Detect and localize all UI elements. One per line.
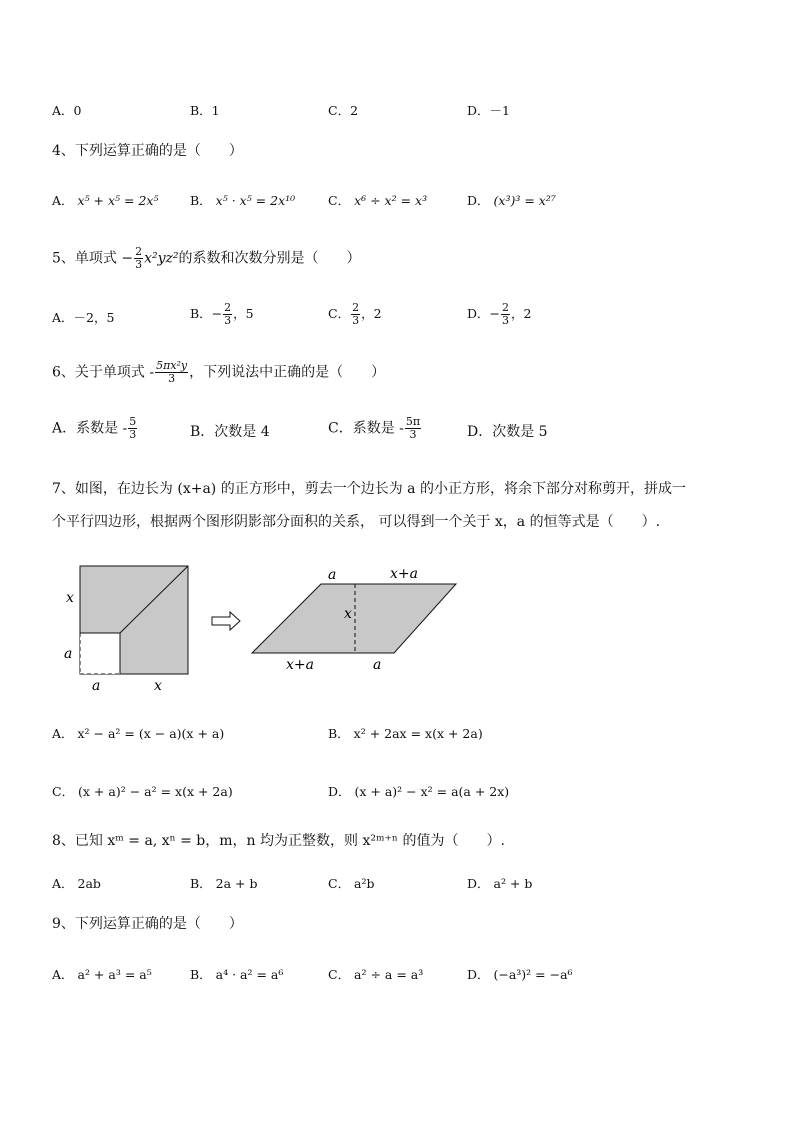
q5-b-fraction: $\frac{2}{3}$ (224, 301, 232, 327)
transform-arrow-icon (212, 612, 240, 630)
q6-stem-pre: 6、关于单项式 - (52, 364, 155, 381)
q3-option-d: D．－1 (467, 103, 510, 118)
q9-option-d: D． (−a³)² = −a⁶ (467, 967, 573, 982)
square-label-x-left: x (66, 590, 74, 606)
q4-option-c (328, 192, 427, 210)
removed-small-square (80, 633, 120, 674)
parallelogram-label-a-bottom: a (373, 657, 382, 673)
q6-option-a: A．系数是 - $\frac{5}{3}$ (52, 415, 137, 441)
q4-option-d (467, 192, 556, 210)
q3-option-c: C．2 (328, 103, 359, 118)
q4-d-expr: (x³)³ = x²⁷ (493, 193, 556, 208)
square-label-a-bottom: a (92, 678, 101, 694)
q6-c-fraction: $\frac{5\pi}{3}$ (405, 415, 421, 441)
q5-option-c: C． $\frac{2}{3}$ ，2 (328, 301, 382, 327)
q7-stem-line1: 7、如图，在边长为 (x+a) 的正方形中，剪去一个边长为 a 的小正方形，将余下部分对称剪开，拼成一 (52, 481, 686, 497)
q4-b-label: B． (190, 193, 212, 208)
q7-stem-line2: 个平行四边形，根据两个图形阴影部分面积的关系， 可以得到一个关于 x，a 的恒等式是（ ）. (52, 514, 661, 530)
parallelogram-label-xa-bottom: x+a (286, 657, 314, 673)
q5-option-a: A．－2，5 (52, 310, 115, 325)
q9-stem: 9、下列运算正确的是（ ） (52, 916, 243, 932)
q5-c-fraction: $\frac{2}{3}$ (352, 301, 360, 327)
parallelogram-label-xa-top: x+a (390, 566, 418, 582)
q5-stem-post: 的系数和次数分别是（ ） (178, 250, 361, 267)
q6-stem-post: ，下列说法中正确的是（ ） (189, 364, 386, 381)
q6-stem-fraction: $\frac{\text{5πx²y}}{3}$ (156, 359, 188, 385)
q8-option-a: A． 2ab (52, 876, 101, 891)
q4-stem: 4、下列运算正确的是（ ） (52, 143, 243, 159)
q5-stem (52, 246, 361, 271)
q7-option-b: B． x² + 2ax = x(x + 2a) (328, 726, 483, 741)
q5-d-fraction: $\frac{2}{3}$ (502, 301, 509, 327)
q4-option-a (52, 192, 159, 210)
q6-a-fraction: $\frac{5}{3}$ (129, 415, 137, 441)
q4-a-expr: x⁵ + x⁵ = 2x⁵ (77, 193, 159, 208)
q4-b-expr: x⁵ · x⁵ = 2x¹⁰ (215, 193, 296, 208)
q4-d-label: D． (467, 193, 490, 208)
q7-figure (50, 558, 470, 698)
q5-option-b: B．− $\frac{2}{3}$ ，5 (190, 301, 254, 327)
q8-stem: 8、已知 xᵐ = a, xⁿ = b，m，n 均为正整数，则 x²ᵐ⁺ⁿ 的值为（ ）. (52, 833, 505, 849)
q8-option-d: D． a² + b (467, 876, 533, 891)
q5-stem-expr: x²yz² (144, 250, 179, 267)
q6-option-d: D．次数是 5 (467, 424, 548, 440)
q9-option-b: B． a⁴ · a² = a⁶ (190, 967, 284, 982)
square-label-a-left: a (64, 646, 73, 662)
parallelogram-label-x-mid: x (344, 606, 352, 622)
q5-stem-fraction: $\frac{2}{3}$ (135, 245, 143, 271)
q9-option-a: A． a² + a³ = a⁵ (52, 967, 152, 982)
q6-option-c: C．系数是 - $\frac{5\pi}{3}$ (328, 415, 421, 441)
q8-option-b: B． 2a + b (190, 876, 258, 891)
q4-a-label: A． (52, 193, 74, 208)
parallelogram-shaded (252, 584, 456, 653)
q7-option-d: D． (x + a)² − x² = a(a + 2x) (328, 784, 510, 799)
q3-option-b: B．1 (190, 103, 220, 118)
q5-stem-pre: 5、单项式 − (52, 250, 134, 267)
q6-stem (52, 360, 385, 385)
q4-c-expr: x⁶ ÷ x² = x³ (354, 193, 428, 208)
parallelogram-label-a-top: a (328, 567, 337, 583)
q7-option-a: A． x² − a² = (x − a)(x + a) (52, 726, 225, 741)
q6-option-b: B．次数是 4 (190, 424, 270, 440)
q4-option-b (190, 192, 295, 210)
q7-option-c: C． (x + a)² − a² = x(x + 2a) (52, 784, 233, 799)
q5-option-d: D．− $\frac{2}{3}$ ，2 (467, 301, 532, 327)
q9-option-c: C． a² ÷ a = a³ (328, 967, 424, 982)
q4-c-label: C． (328, 193, 351, 208)
q3-option-a: A．0 (52, 103, 82, 118)
q8-option-c: C． a²b (328, 876, 375, 891)
square-label-x-bottom: x (154, 678, 162, 694)
